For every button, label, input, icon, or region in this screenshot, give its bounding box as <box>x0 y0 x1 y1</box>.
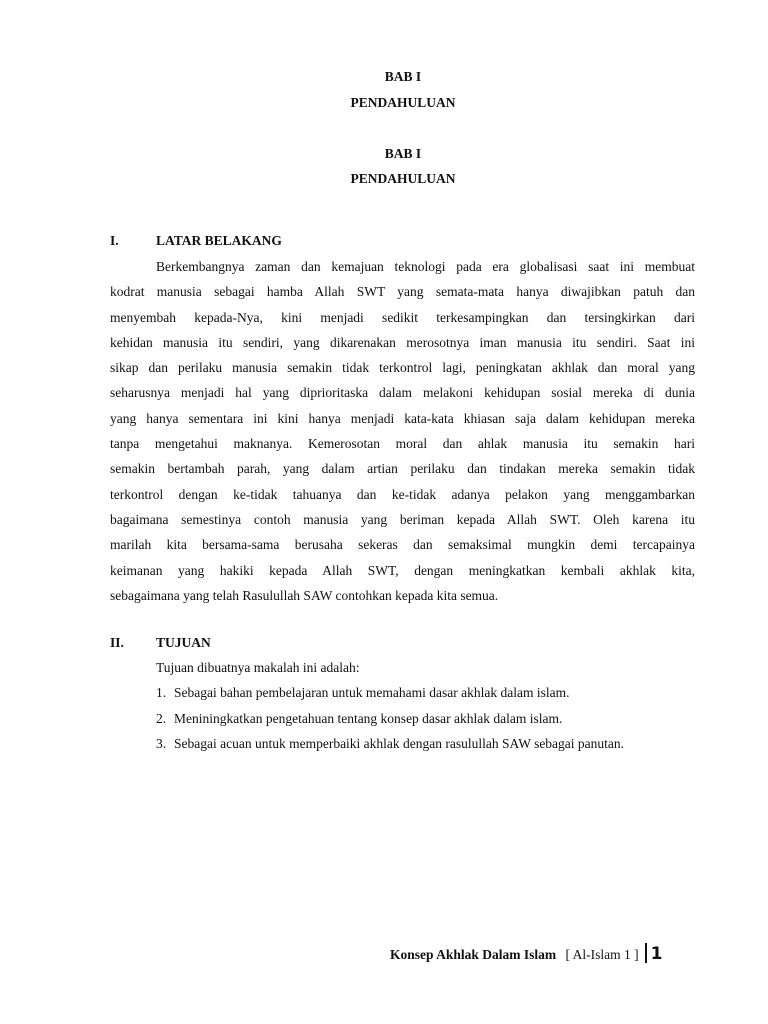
section-2-number: II. <box>110 635 124 650</box>
section-1-title: LATAR BELAKANG <box>156 233 282 248</box>
paragraph-line: bagaimana semestinya contoh manusia yang beriman kepada Allah SWT. Oleh karena itu <box>110 511 695 527</box>
list-item <box>156 685 624 711</box>
paragraph-line: yang hanya sementara ini kini hanya menjadi kata-kata khiasan saja dalam kehidupan mereka <box>110 410 695 426</box>
footer-divider <box>645 943 647 963</box>
page-footer <box>390 943 663 964</box>
footer-document-title: Konsep Akhlak Dalam Islam <box>390 947 557 962</box>
section-2-intro: Tujuan dibuatnya makalah ini adalah: <box>156 660 360 675</box>
section-2-heading <box>110 635 211 651</box>
section-1-number: I. <box>110 233 119 248</box>
chapter-title-repeat: PENDAHULUAN <box>350 171 456 186</box>
list-item <box>156 736 624 762</box>
section-1-paragraph <box>110 254 695 608</box>
objectives-list <box>156 685 624 762</box>
list-item-text: Sebagai acuan untuk memperbaiki akhlak dengan rasulullah SAW sebagai panutan. <box>174 736 625 751</box>
paragraph-line: keimanan yang hakiki kepada Allah SWT, dengan meningkatkan kembali akhlak kita, <box>110 562 695 578</box>
footer-course-label: [ Al-Islam 1 ] <box>565 947 639 962</box>
chapter-label-repeat: BAB I <box>384 146 422 161</box>
list-item-number: 2. <box>156 710 167 726</box>
page-number: 1 <box>650 944 663 964</box>
list-item-number: 1. <box>156 685 167 700</box>
chapter-label: BAB I <box>384 69 422 84</box>
paragraph-line: tanpa mengetahui maknanya. Kemerosotan moral dan ahlak manusia itu semakin hari <box>110 436 695 452</box>
section-1-heading <box>110 233 282 249</box>
paragraph-line: sikap dan perilaku manusia semakin tidak terkontrol lagi, peningkatan akhlak dan moral yang <box>110 360 695 376</box>
paragraph-line: menyembah kepada-Nya, kini menjadi sedikit terkesampingkan dan tersingkirkan dari <box>110 309 695 325</box>
paragraph-line: sebagaimana yang telah Rasulullah SAW contohkan kepada kita semua. <box>110 587 499 603</box>
list-item-text: Sebagai bahan pembelajaran untuk memahami dasar akhlak dalam islam. <box>174 685 570 700</box>
list-item-number: 3. <box>156 736 167 751</box>
paragraph-line: kehidan manusia itu sendiri, yang dikarenakan merosotnya iman manusia itu sendiri. Saat ini <box>110 334 695 350</box>
paragraph-line: semakin bertambah parah, yang dalam artian perilaku dan tindakan mereka semakin tidak <box>110 461 695 477</box>
section-2-title: TUJUAN <box>156 635 211 650</box>
list-item-text: Meniningkatkan pengetahuan tentang konsep dasar akhlak dalam islam. <box>174 710 563 726</box>
paragraph-line: marilah kita bersama-sama berusaha sekeras dan semaksimal mungkin demi tercapainya <box>110 537 695 553</box>
paragraph-line: Berkembangnya zaman dan kemajuan teknologi pada era globalisasi saat ini membuat <box>156 259 695 274</box>
chapter-title: PENDAHULUAN <box>350 95 456 110</box>
list-item <box>156 711 624 737</box>
paragraph-line: seharusnya menjadi hal yang diprioritaska dalam melakoni kehidupan sosial mereka di dunia <box>110 385 695 401</box>
paragraph-line: terkontrol dengan ke-tidak tahuanya dan ke-tidak adanya pelakon yang menggambarkan <box>110 486 695 502</box>
paragraph-line: kodrat manusia sebagai hamba Allah SWT yang semata-mata hanya diwajibkan patuh dan <box>110 284 695 300</box>
